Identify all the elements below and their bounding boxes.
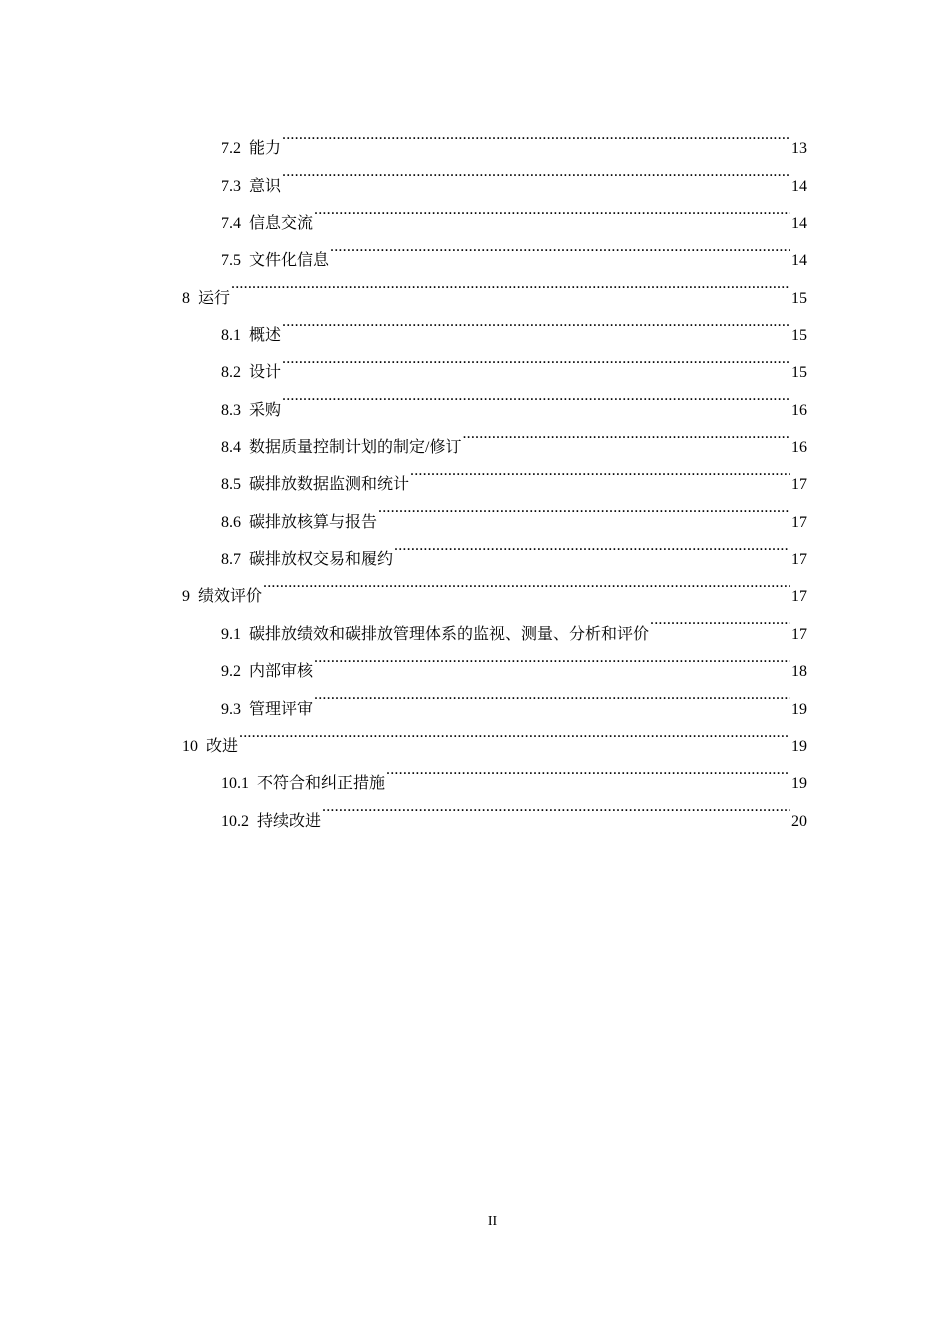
toc-entry-number: 9.3	[221, 700, 241, 718]
toc-leader-dots	[282, 116, 790, 153]
toc-entry-title: 文件化信息	[249, 252, 330, 270]
toc-entry-number: 10	[182, 737, 198, 755]
toc-entry-number: 7.3	[221, 177, 241, 195]
toc-entry-title: 改进	[206, 737, 239, 755]
toc-entry-page: 14	[791, 215, 807, 233]
toc-entry[interactable]	[182, 751, 807, 793]
toc-entry-page: 17	[791, 588, 807, 606]
toc-leader-dots	[378, 489, 790, 526]
toc-leader-dots	[462, 415, 790, 452]
toc-entry-page: 19	[791, 737, 807, 755]
toc-entry-number: 8.3	[221, 401, 241, 419]
toc-leader-dots	[314, 676, 790, 713]
toc-leader-dots	[314, 191, 790, 228]
toc-leader-dots	[231, 265, 790, 302]
toc-leader-dots	[282, 377, 790, 414]
toc-entry-title: 持续改进	[257, 812, 322, 830]
toc-entry-page: 19	[791, 700, 807, 718]
toc-entry-page: 14	[791, 177, 807, 195]
toc-entry-page: 17	[791, 625, 807, 643]
toc-leader-dots	[410, 452, 790, 489]
toc-entry-page: 16	[791, 401, 807, 419]
toc-entry-number: 9.2	[221, 663, 241, 681]
toc-entry-page: 19	[791, 775, 807, 793]
toc-entry-number: 8.4	[221, 439, 241, 457]
toc-entry-title: 绩效评价	[198, 588, 263, 606]
toc-entry-number: 10.1	[221, 775, 249, 793]
toc-entry-title: 概述	[249, 327, 282, 345]
toc-entry-number: 10.2	[221, 812, 249, 830]
toc-entry-title: 采购	[249, 401, 282, 419]
toc-leader-dots	[322, 788, 790, 825]
toc-entry-title: 能力	[249, 140, 282, 158]
toc-entry-title: 运行	[198, 289, 231, 307]
toc-leader-dots	[263, 564, 790, 601]
toc-entry-page: 18	[791, 663, 807, 681]
toc-entry-page: 13	[791, 140, 807, 158]
toc-entry-number: 9	[182, 588, 190, 606]
toc-leader-dots	[282, 153, 790, 190]
toc-leader-dots	[650, 601, 790, 638]
toc-entry-title: 碳排放核算与报告	[249, 513, 378, 531]
toc-entry-number: 9.1	[221, 625, 241, 643]
table-of-contents	[182, 116, 807, 830]
toc-entry[interactable]	[182, 601, 807, 643]
toc-entry-page: 20	[791, 812, 807, 830]
toc-entry-title: 碳排放权交易和履约	[249, 551, 394, 569]
toc-leader-dots	[282, 303, 790, 340]
toc-leader-dots	[239, 714, 790, 751]
toc-entry-page: 17	[791, 476, 807, 494]
toc-entry-number: 8.6	[221, 513, 241, 531]
toc-entry-title: 信息交流	[249, 215, 314, 233]
toc-entry-page: 17	[791, 551, 807, 569]
toc-entry[interactable]	[182, 303, 807, 345]
toc-entry-page: 17	[791, 513, 807, 531]
toc-entry-title: 内部审核	[249, 663, 314, 681]
toc-entry-title: 数据质量控制计划的制定/修订	[249, 439, 462, 457]
toc-entry-number: 8.1	[221, 327, 241, 345]
toc-leader-dots	[330, 228, 790, 265]
toc-entry-page: 15	[791, 327, 807, 345]
toc-entry-page: 14	[791, 252, 807, 270]
toc-entry-page: 15	[791, 289, 807, 307]
toc-entry-number: 8.2	[221, 364, 241, 382]
toc-entry-title: 设计	[249, 364, 282, 382]
toc-leader-dots	[386, 751, 790, 788]
toc-entry[interactable]	[182, 265, 807, 307]
toc-leader-dots	[314, 639, 790, 676]
toc-entry-number: 7.5	[221, 252, 241, 270]
page-number: II	[487, 1214, 498, 1229]
toc-entry-title: 管理评审	[249, 700, 314, 718]
toc-entry-title: 碳排放数据监测和统计	[249, 476, 410, 494]
toc-entry-number: 8	[182, 289, 190, 307]
toc-entry-number: 8.5	[221, 476, 241, 494]
toc-entry-number: 8.7	[221, 551, 241, 569]
toc-entry-number: 7.4	[221, 215, 241, 233]
toc-entry-page: 16	[791, 439, 807, 457]
toc-entry[interactable]	[182, 116, 807, 158]
toc-entry[interactable]	[182, 714, 807, 755]
toc-entry-title: 碳排放绩效和碳排放管理体系的监视、测量、分析和评价	[249, 625, 650, 643]
toc-leader-dots	[282, 340, 790, 377]
toc-entry[interactable]	[182, 564, 807, 606]
toc-entry-title: 不符合和纠正措施	[257, 775, 386, 793]
toc-entry-number: 7.2	[221, 140, 241, 158]
toc-entry-page: 15	[791, 364, 807, 382]
toc-leader-dots	[394, 527, 790, 564]
toc-entry-title: 意识	[249, 177, 282, 195]
